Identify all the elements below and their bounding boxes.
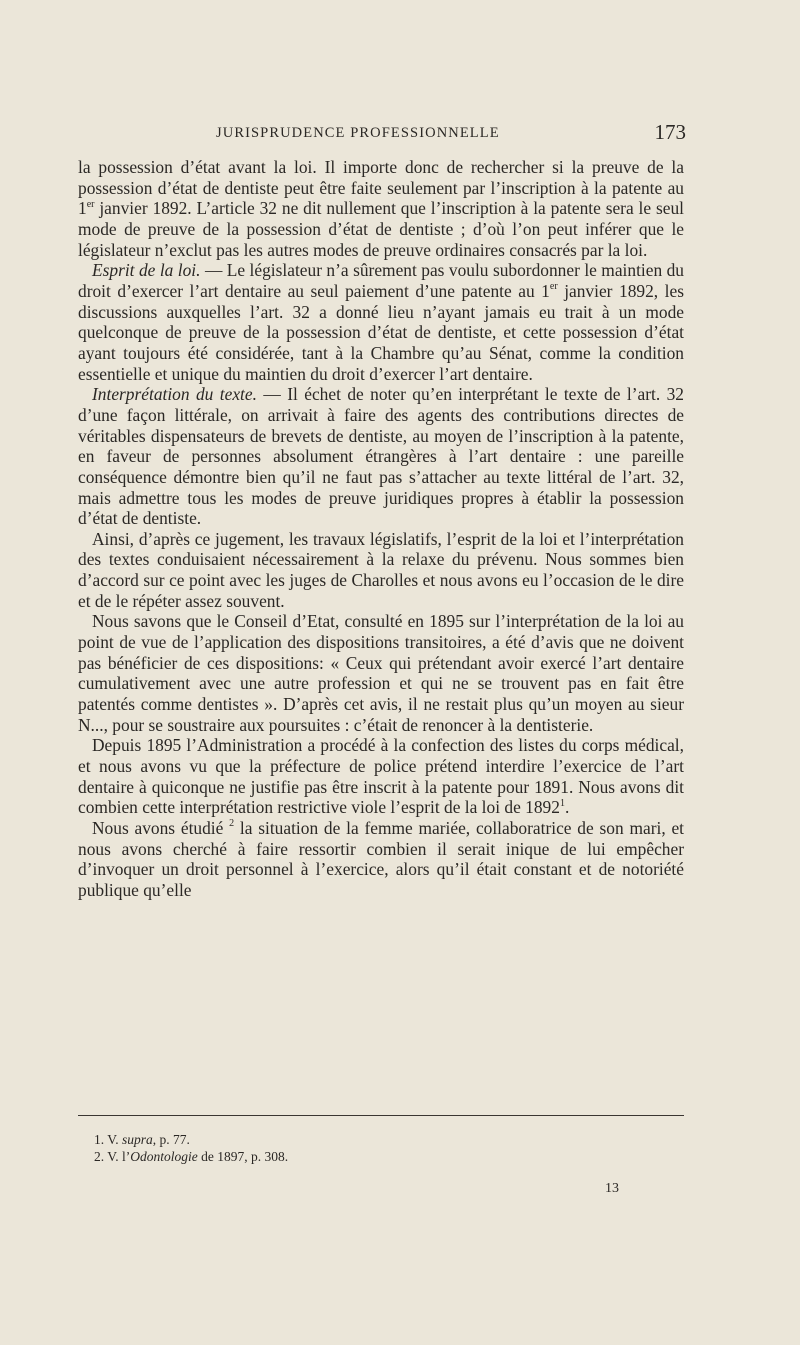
paragraph: [78, 735, 684, 818]
italic-run: Esprit de la loi.: [92, 260, 201, 281]
superscript: er: [549, 281, 558, 293]
paragraph: [78, 818, 684, 901]
text-run: Nous savons que le Conseil d’Etat, consulté en 1895 sur l’interprétation de la loi au point de vue de l’application des dispositions transitoires, a été d’avis que ne doivent pas bénéficier de ces dispositions: « Ceux qui prétendant avoir exercé l’art dentaire cumulativement avec une autre profession et qui ne se trouvent pas en fait être patentés comme dentistes ». D’après cet avis, il ne restait plus qu’un moyen au sieur N..., pour se soustraire aux poursuites : c’était de renoncer à la dentisterie.: [78, 611, 684, 735]
footnote-rule: [78, 1115, 684, 1116]
text-run: , p. 77.: [152, 1132, 190, 1147]
paragraph: [78, 529, 684, 612]
text-run: la possession d’état avant la loi. Il importe donc de rechercher si la preuve de la possession d’état de dentiste peut être faite seulement par l’inscription à la patente au 1: [78, 157, 684, 219]
footnote: [94, 1148, 594, 1165]
footnote: [94, 1131, 594, 1148]
italic-run: Odontologie: [130, 1149, 198, 1164]
text-run: — Le législateur n’a sûrement pas voulu subordonner le maintien du droit d’exercer l’art dentaire au seul paiement d’une patente au 1: [78, 260, 684, 301]
paragraph: [78, 384, 684, 529]
italic-run: Interprétation du texte.: [92, 384, 257, 405]
paragraph: [78, 260, 684, 384]
superscript: 1: [559, 797, 565, 809]
page-number: 173: [654, 120, 686, 144]
text-run: de 1897, p. 308.: [197, 1149, 289, 1164]
running-title: JURISPRUDENCE PROFESSIONNELLE: [216, 125, 500, 141]
signature-mark: 13: [605, 1181, 619, 1196]
text-run: Depuis 1895 l’Administration a procédé à la confection des listes du corps médical, et nous avons vu que la préfecture de police prétend interdire l’exercice de l’art dentaire à quiconque ne justifie pas être inscrit à la patente pour 1891. Nous avons dit combien cette interprétation restrictive viole l’esprit de la loi de 1892: [78, 735, 684, 818]
text-run: la situation de la femme mariée, collaboratrice de son mari, et nous avons cherché à faire ressortir combien il serait inique de lui empêcher d’invoquer un droit personnel à l’exercice, alors qu’il était constant et de notoriété publique qu’elle: [78, 818, 684, 900]
italic-run: supra: [122, 1132, 153, 1147]
text-run: 1. V.: [94, 1132, 123, 1147]
text-run: .: [564, 797, 570, 818]
text-run: janvier 1892, les discussions auxquelles l’art. 32 a donné lieu n’ayant jamais eu trait à un mode quelconque de preuve de la possession d’état de dentiste, et cette possession d’état ayant toujours été considérée, tant à la Chambre qu’au Sénat, comme la condition essentielle et unique du maintien du droit d’exercer l’art dentaire.: [78, 280, 684, 384]
text-run: Ainsi, d’après ce jugement, les travaux législatifs, l’esprit de la loi et l’interprétation des textes conduisaient nécessairement à la relaxe du prévenu. Nous sommes bien d’accord sur ce point avec les juges de Charolles et nous avons eu l’occasion de le dire et de le répéter assez souvent.: [78, 528, 684, 611]
paragraph: [78, 157, 684, 260]
text-run: 2. V. l’: [94, 1149, 131, 1164]
footnotes: [94, 1131, 594, 1165]
running-head: [90, 121, 690, 145]
text-run: — Il échet de noter qu’en interprétant le texte de l’art. 32 d’une façon littérale, on arrivait à faire des agents des contributions directes de véritables dispensateurs de brevets de dentiste, au moyen de l’inscription à la patente, en faveur de personnes absolument étrangères à l’art dentaire : une pareille conséquence démontre bien qu’il ne faut pas s’attacher au texte littéral de l’art. 32, mais admettre tous les modes de preuve juridiques propres à établir la possession d’état de dentiste.: [78, 384, 684, 529]
superscript: 2: [229, 818, 235, 830]
paragraph: [78, 611, 684, 735]
superscript: er: [86, 198, 95, 210]
text-run: Nous avons étudié: [92, 818, 230, 838]
text-run: janvier 1892. L’article 32 ne dit nullement que l’inscription à la patente sera le seul mode de preuve de la possession d’état de dentiste ; d’où l’on peut inférer que le législateur n’exclut pas les autres modes de preuve ordinaires consacrés par la loi.: [78, 198, 684, 260]
body-text: [78, 157, 684, 901]
